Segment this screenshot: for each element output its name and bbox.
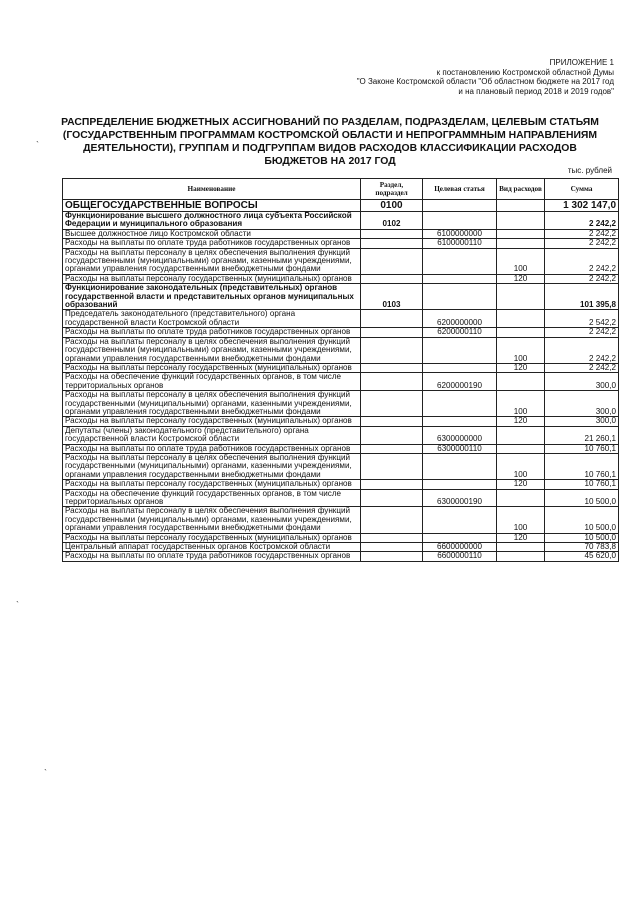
column-header-type: Вид расходов (497, 179, 545, 200)
cell-type (497, 552, 545, 561)
column-header-name: Наименование (63, 179, 361, 200)
cell-target: 6300000110 (423, 444, 497, 453)
cell-type (497, 200, 545, 212)
cell-section: 0100 (361, 200, 423, 212)
column-header-target: Целевая статья (423, 179, 497, 200)
cell-sum: 2 242,2 (545, 363, 619, 372)
cell-sum: 10 760,1 (545, 453, 619, 479)
cell-name: Функционирование законодательных (представительных) органов государственной власти и представительных органов муниципальных образований (63, 284, 361, 310)
column-header-section: Раздел, подраздел (361, 179, 423, 200)
cell-type (497, 310, 545, 328)
cell-name: Расходы на выплаты персоналу в целях обеспечения выполнения функций государственными (муниципальными) органами, казенными учреждениями, органами управления государственными внебюджетными фондами (63, 507, 361, 533)
cell-type: 120 (497, 417, 545, 426)
cell-sum: 2 242,2 (545, 337, 619, 363)
cell-type (497, 212, 545, 230)
cell-sum: 300,0 (545, 391, 619, 417)
cell-name: Расходы на выплаты персоналу в целях обеспечения выполнения функций государственными (муниципальными) органами, казенными учреждениями, органами управления государственными внебюджетными фондами (63, 337, 361, 363)
cell-name: Расходы на выплаты персоналу государственных (муниципальных) органов (63, 274, 361, 283)
cell-name: Высшее должностное лицо Костромской области (63, 229, 361, 238)
cell-name: Депутаты (члены) законодательного (представительного) органа государственной власти Костромской области (63, 426, 361, 444)
cell-name: Расходы на выплаты персоналу в целях обеспечения выполнения функций государственными (муниципальными) органами, казенными учреждениями, органами управления государственными внебюджетными фондами (63, 248, 361, 274)
cell-name: Расходы на выплаты по оплате труда работников государственных органов (63, 444, 361, 453)
cell-sum: 45 620,0 (545, 552, 619, 561)
cell-section (361, 453, 423, 479)
cell-type (497, 373, 545, 391)
cell-target: 6200000110 (423, 328, 497, 337)
cell-target (423, 363, 497, 372)
cell-name: Расходы на обеспечение функций государственных органов, в том числе территориальных органов (63, 489, 361, 507)
cell-name: ОБЩЕГОСУДАРСТВЕННЫЕ ВОПРОСЫ (63, 200, 361, 212)
cell-section (361, 229, 423, 238)
cell-type (497, 284, 545, 310)
cell-type (497, 489, 545, 507)
cell-target: 6300000190 (423, 489, 497, 507)
cell-sum: 2 242,2 (545, 248, 619, 274)
cell-target: 6600000000 (423, 543, 497, 552)
cell-type: 120 (497, 533, 545, 542)
cell-section (361, 310, 423, 328)
table-row (63, 373, 619, 391)
cell-section (361, 391, 423, 417)
cell-sum: 300,0 (545, 373, 619, 391)
cell-target: 6600000110 (423, 552, 497, 561)
appendix-line: ПРИЛОЖЕНИЕ 1 (549, 58, 614, 67)
cell-section (361, 444, 423, 453)
table-header-row (63, 179, 619, 200)
cell-sum: 2 242,2 (545, 212, 619, 230)
cell-target (423, 480, 497, 489)
cell-name: Расходы на выплаты по оплате труда работников государственных органов (63, 552, 361, 561)
cell-sum: 10 760,1 (545, 480, 619, 489)
appendix-header (284, 58, 614, 96)
appendix-line: "О Законе Костромской области "Об областном бюджете на 2017 год (356, 77, 614, 86)
cell-section (361, 274, 423, 283)
cell-target (423, 337, 497, 363)
table-row (63, 453, 619, 479)
cell-section (361, 507, 423, 533)
cell-type: 120 (497, 363, 545, 372)
cell-type (497, 426, 545, 444)
appendix-line: к постановлению Костромской областной Думы (436, 67, 614, 77)
cell-sum: 2 242,2 (545, 274, 619, 283)
cell-target (423, 391, 497, 417)
cell-target: 6100000110 (423, 239, 497, 248)
column-header-sum: Сумма (545, 179, 619, 200)
cell-section (361, 417, 423, 426)
table-row (63, 426, 619, 444)
cell-section (361, 533, 423, 542)
table-row (63, 212, 619, 230)
cell-section (361, 363, 423, 372)
cell-sum: 10 760,1 (545, 444, 619, 453)
cell-type: 120 (497, 274, 545, 283)
cell-section (361, 248, 423, 274)
cell-type: 100 (497, 507, 545, 533)
cell-type: 100 (497, 391, 545, 417)
scan-mark: ` (36, 140, 39, 150)
appendix-line: и на плановый период 2018 и 2019 годов" (458, 86, 614, 96)
cell-name: Расходы на выплаты по оплате труда работников государственных органов (63, 239, 361, 248)
table-row (63, 328, 619, 337)
cell-sum: 2 542,2 (545, 310, 619, 328)
document-title: РАСПРЕДЕЛЕНИЕ БЮДЖЕТНЫХ АССИГНОВАНИЙ ПО РАЗДЕЛАМ, ПОДРАЗДЕЛАМ, ЦЕЛЕВЫМ СТАТЬЯМ (ГОСУДАРСТВЕННЫМ ПРОГРАММАМ КОСТРОМСКОЙ ОБЛАСТИ И НЕПРОГРАММНЫМ НАПРАВЛЕНИЯМ ДЕЯТЕЛЬНОСТИ), ГРУППАМ И ПОДГРУППАМ ВИДОВ РАСХОДОВ КЛАССИФИКАЦИИ РАСХОДОВ БЮДЖЕТОВ НА 2017 ГОД (61, 117, 599, 167)
cell-target (423, 507, 497, 533)
cell-section (361, 328, 423, 337)
cell-type (497, 239, 545, 248)
cell-type: 120 (497, 480, 545, 489)
table-row (63, 239, 619, 248)
cell-sum: 10 500,0 (545, 507, 619, 533)
cell-target (423, 417, 497, 426)
cell-section (361, 239, 423, 248)
cell-sum: 1 302 147,0 (545, 200, 619, 212)
cell-section (361, 337, 423, 363)
cell-section (361, 426, 423, 444)
cell-type: 100 (497, 248, 545, 274)
cell-section: 0102 (361, 212, 423, 230)
cell-section (361, 543, 423, 552)
cell-target: 6200000190 (423, 373, 497, 391)
table-row (63, 310, 619, 328)
cell-sum: 300,0 (545, 417, 619, 426)
cell-target: 6200000000 (423, 310, 497, 328)
cell-target (423, 274, 497, 283)
units-label: тыс. рублей (567, 166, 612, 175)
cell-target (423, 248, 497, 274)
table-row (63, 489, 619, 507)
cell-name: Расходы на выплаты персоналу в целях обеспечения выполнения функций государственными (муниципальными) органами, казенными учреждениями, органами управления государственными внебюджетными фондами (63, 391, 361, 417)
table-row (63, 507, 619, 533)
table-row (63, 284, 619, 310)
cell-target (423, 453, 497, 479)
cell-sum: 2 242,2 (545, 229, 619, 238)
cell-target: 6300000000 (423, 426, 497, 444)
cell-type (497, 328, 545, 337)
cell-target: 6100000000 (423, 229, 497, 238)
cell-name: Председатель законодательного (представительного) органа государственной власти Костромской области (63, 310, 361, 328)
cell-section (361, 489, 423, 507)
cell-sum: 2 242,2 (545, 328, 619, 337)
cell-target (423, 200, 497, 212)
cell-type (497, 229, 545, 238)
table-row (63, 552, 619, 561)
table-row (63, 417, 619, 426)
cell-name: Расходы на обеспечение функций государственных органов, в том числе территориальных органов (63, 373, 361, 391)
cell-name: Функционирование высшего должностного лица субъекта Российской Федерации и муниципального образования (63, 212, 361, 230)
table-body (63, 200, 619, 562)
cell-sum: 21 260,1 (545, 426, 619, 444)
table-row (63, 200, 619, 212)
cell-section (361, 373, 423, 391)
cell-type (497, 444, 545, 453)
scan-mark: ` (44, 768, 47, 778)
budget-table (62, 178, 619, 562)
table-row (63, 391, 619, 417)
scan-mark: ` (16, 600, 19, 610)
cell-name: Расходы на выплаты персоналу государственных (муниципальных) органов (63, 533, 361, 542)
cell-type: 100 (497, 453, 545, 479)
cell-name: Расходы на выплаты персоналу государственных (муниципальных) органов (63, 363, 361, 372)
cell-sum: 70 783,8 (545, 543, 619, 552)
cell-target (423, 284, 497, 310)
cell-name: Расходы на выплаты по оплате труда работников государственных органов (63, 328, 361, 337)
table-row (63, 480, 619, 489)
cell-type (497, 543, 545, 552)
cell-name: Расходы на выплаты персоналу государственных (муниципальных) органов (63, 480, 361, 489)
cell-section (361, 552, 423, 561)
cell-sum: 101 395,8 (545, 284, 619, 310)
cell-target (423, 212, 497, 230)
cell-section (361, 480, 423, 489)
cell-name: Центральный аппарат государственных органов Костромской области (63, 543, 361, 552)
cell-sum: 10 500,0 (545, 533, 619, 542)
cell-type: 100 (497, 337, 545, 363)
table-row (63, 337, 619, 363)
cell-sum: 2 242,2 (545, 239, 619, 248)
cell-name: Расходы на выплаты персоналу в целях обеспечения выполнения функций государственными (муниципальными) органами, казенными учреждениями, органами управления государственными внебюджетными фондами (63, 453, 361, 479)
table-row (63, 248, 619, 274)
cell-name: Расходы на выплаты персоналу государственных (муниципальных) органов (63, 417, 361, 426)
cell-section: 0103 (361, 284, 423, 310)
cell-sum: 10 500,0 (545, 489, 619, 507)
